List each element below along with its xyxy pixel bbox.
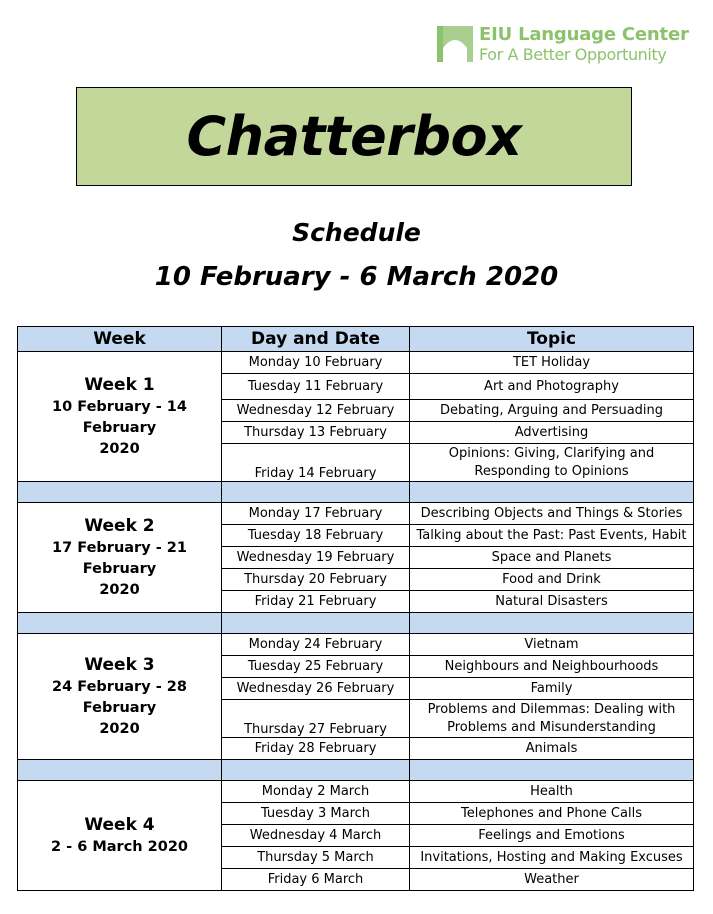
- separator-cell: [222, 482, 410, 503]
- topic-cell: Telephones and Phone Calls: [410, 803, 694, 825]
- week-label: Week 1: [84, 375, 155, 395]
- schedule-table: [17, 326, 694, 891]
- day-date-cell: Tuesday 18 February: [222, 525, 410, 547]
- day-date-cell: Wednesday 12 February: [222, 400, 410, 422]
- topic-cell: Family: [410, 678, 694, 700]
- column-header-week: Week: [18, 327, 222, 352]
- separator-row: [18, 613, 694, 634]
- day-date-cell: Monday 17 February: [222, 503, 410, 525]
- topic-cell: Animals: [410, 738, 694, 760]
- arch-logo-icon: [437, 26, 473, 62]
- topic-cell: Neighbours and Neighbourhoods: [410, 656, 694, 678]
- separator-cell: [18, 482, 222, 503]
- topic-cell: Weather: [410, 869, 694, 891]
- separator-cell: [222, 613, 410, 634]
- day-date-cell: Monday 2 March: [222, 781, 410, 803]
- separator-cell: [222, 760, 410, 781]
- day-date-cell: Wednesday 26 February: [222, 678, 410, 700]
- separator-cell: [410, 482, 694, 503]
- topic-cell: Art and Photography: [410, 374, 694, 400]
- week-label: Week 4: [84, 815, 155, 835]
- week-date-range-year: 2020: [99, 441, 140, 457]
- separator-cell: [18, 760, 222, 781]
- week-date-range: 24 February - 28 February: [52, 679, 187, 716]
- day-date-cell: Wednesday 4 March: [222, 825, 410, 847]
- day-date-cell: Friday 21 February: [222, 591, 410, 613]
- separator-cell: [410, 613, 694, 634]
- topic-cell: Invitations, Hosting and Making Excuses: [410, 847, 694, 869]
- week-date-range-year: 2020: [99, 582, 140, 598]
- column-header-topic: Topic: [410, 327, 694, 352]
- day-date-cell: Thursday 20 February: [222, 569, 410, 591]
- topic-cell: Opinions: Giving, Clarifying and Responding to Opinions: [410, 444, 694, 482]
- day-date-cell: Friday 28 February: [222, 738, 410, 760]
- topic-cell: Problems and Dilemmas: Dealing with Problems and Misunderstanding: [410, 700, 694, 738]
- topic-cell: Space and Planets: [410, 547, 694, 569]
- schedule-table-body: [18, 327, 694, 891]
- day-date-cell: Thursday 5 March: [222, 847, 410, 869]
- separator-cell: [410, 760, 694, 781]
- day-date-cell: Tuesday 25 February: [222, 656, 410, 678]
- logo-name: EIU Language Center: [479, 24, 689, 45]
- topic-cell: Vietnam: [410, 634, 694, 656]
- week-date-range: 2 - 6 March 2020: [50, 839, 189, 855]
- topic-cell: Describing Objects and Things & Stories: [410, 503, 694, 525]
- table-row: [18, 781, 694, 803]
- day-date-cell: Friday 6 March: [222, 869, 410, 891]
- day-date-cell: Monday 10 February: [222, 352, 410, 374]
- table-row: [18, 503, 694, 525]
- eiu-logo: [437, 24, 687, 68]
- week-cell: [18, 634, 222, 760]
- topic-cell: Natural Disasters: [410, 591, 694, 613]
- topic-cell: Debating, Arguing and Persuading: [410, 400, 694, 422]
- day-date-cell: Tuesday 3 March: [222, 803, 410, 825]
- topic-cell: Advertising: [410, 422, 694, 444]
- table-header-row: [18, 327, 694, 352]
- logo-tagline: For A Better Opportunity: [479, 45, 667, 64]
- date-range-heading: 10 February - 6 March 2020: [154, 262, 559, 292]
- separator-cell: [18, 613, 222, 634]
- week-label: Week 3: [84, 655, 155, 675]
- topic-cell: Talking about the Past: Past Events, Habit: [410, 525, 694, 547]
- week-cell: [18, 781, 222, 891]
- table-row: [18, 634, 694, 656]
- day-date-cell: Monday 24 February: [222, 634, 410, 656]
- topic-cell: Food and Drink: [410, 569, 694, 591]
- week-label: Week 2: [84, 516, 155, 536]
- week-date-range: 17 February - 21 February: [52, 540, 187, 577]
- day-date-cell: Thursday 13 February: [222, 422, 410, 444]
- week-date-range: 10 February - 14 February: [52, 399, 187, 436]
- table-row: [18, 352, 694, 374]
- week-date-range-year: 2020: [99, 721, 140, 737]
- topic-cell: Feelings and Emotions: [410, 825, 694, 847]
- separator-row: [18, 482, 694, 503]
- page-title: Chatterbox: [186, 105, 522, 168]
- schedule-heading: Schedule: [292, 218, 421, 247]
- separator-row: [18, 760, 694, 781]
- topic-cell: TET Holiday: [410, 352, 694, 374]
- day-date-cell: Friday 14 February: [222, 444, 410, 482]
- week-cell: [18, 352, 222, 482]
- column-header-day: Day and Date: [222, 327, 410, 352]
- week-cell: [18, 503, 222, 613]
- title-banner: [76, 87, 632, 186]
- topic-cell: Health: [410, 781, 694, 803]
- day-date-cell: Thursday 27 February: [222, 700, 410, 738]
- day-date-cell: Tuesday 11 February: [222, 374, 410, 400]
- day-date-cell: Wednesday 19 February: [222, 547, 410, 569]
